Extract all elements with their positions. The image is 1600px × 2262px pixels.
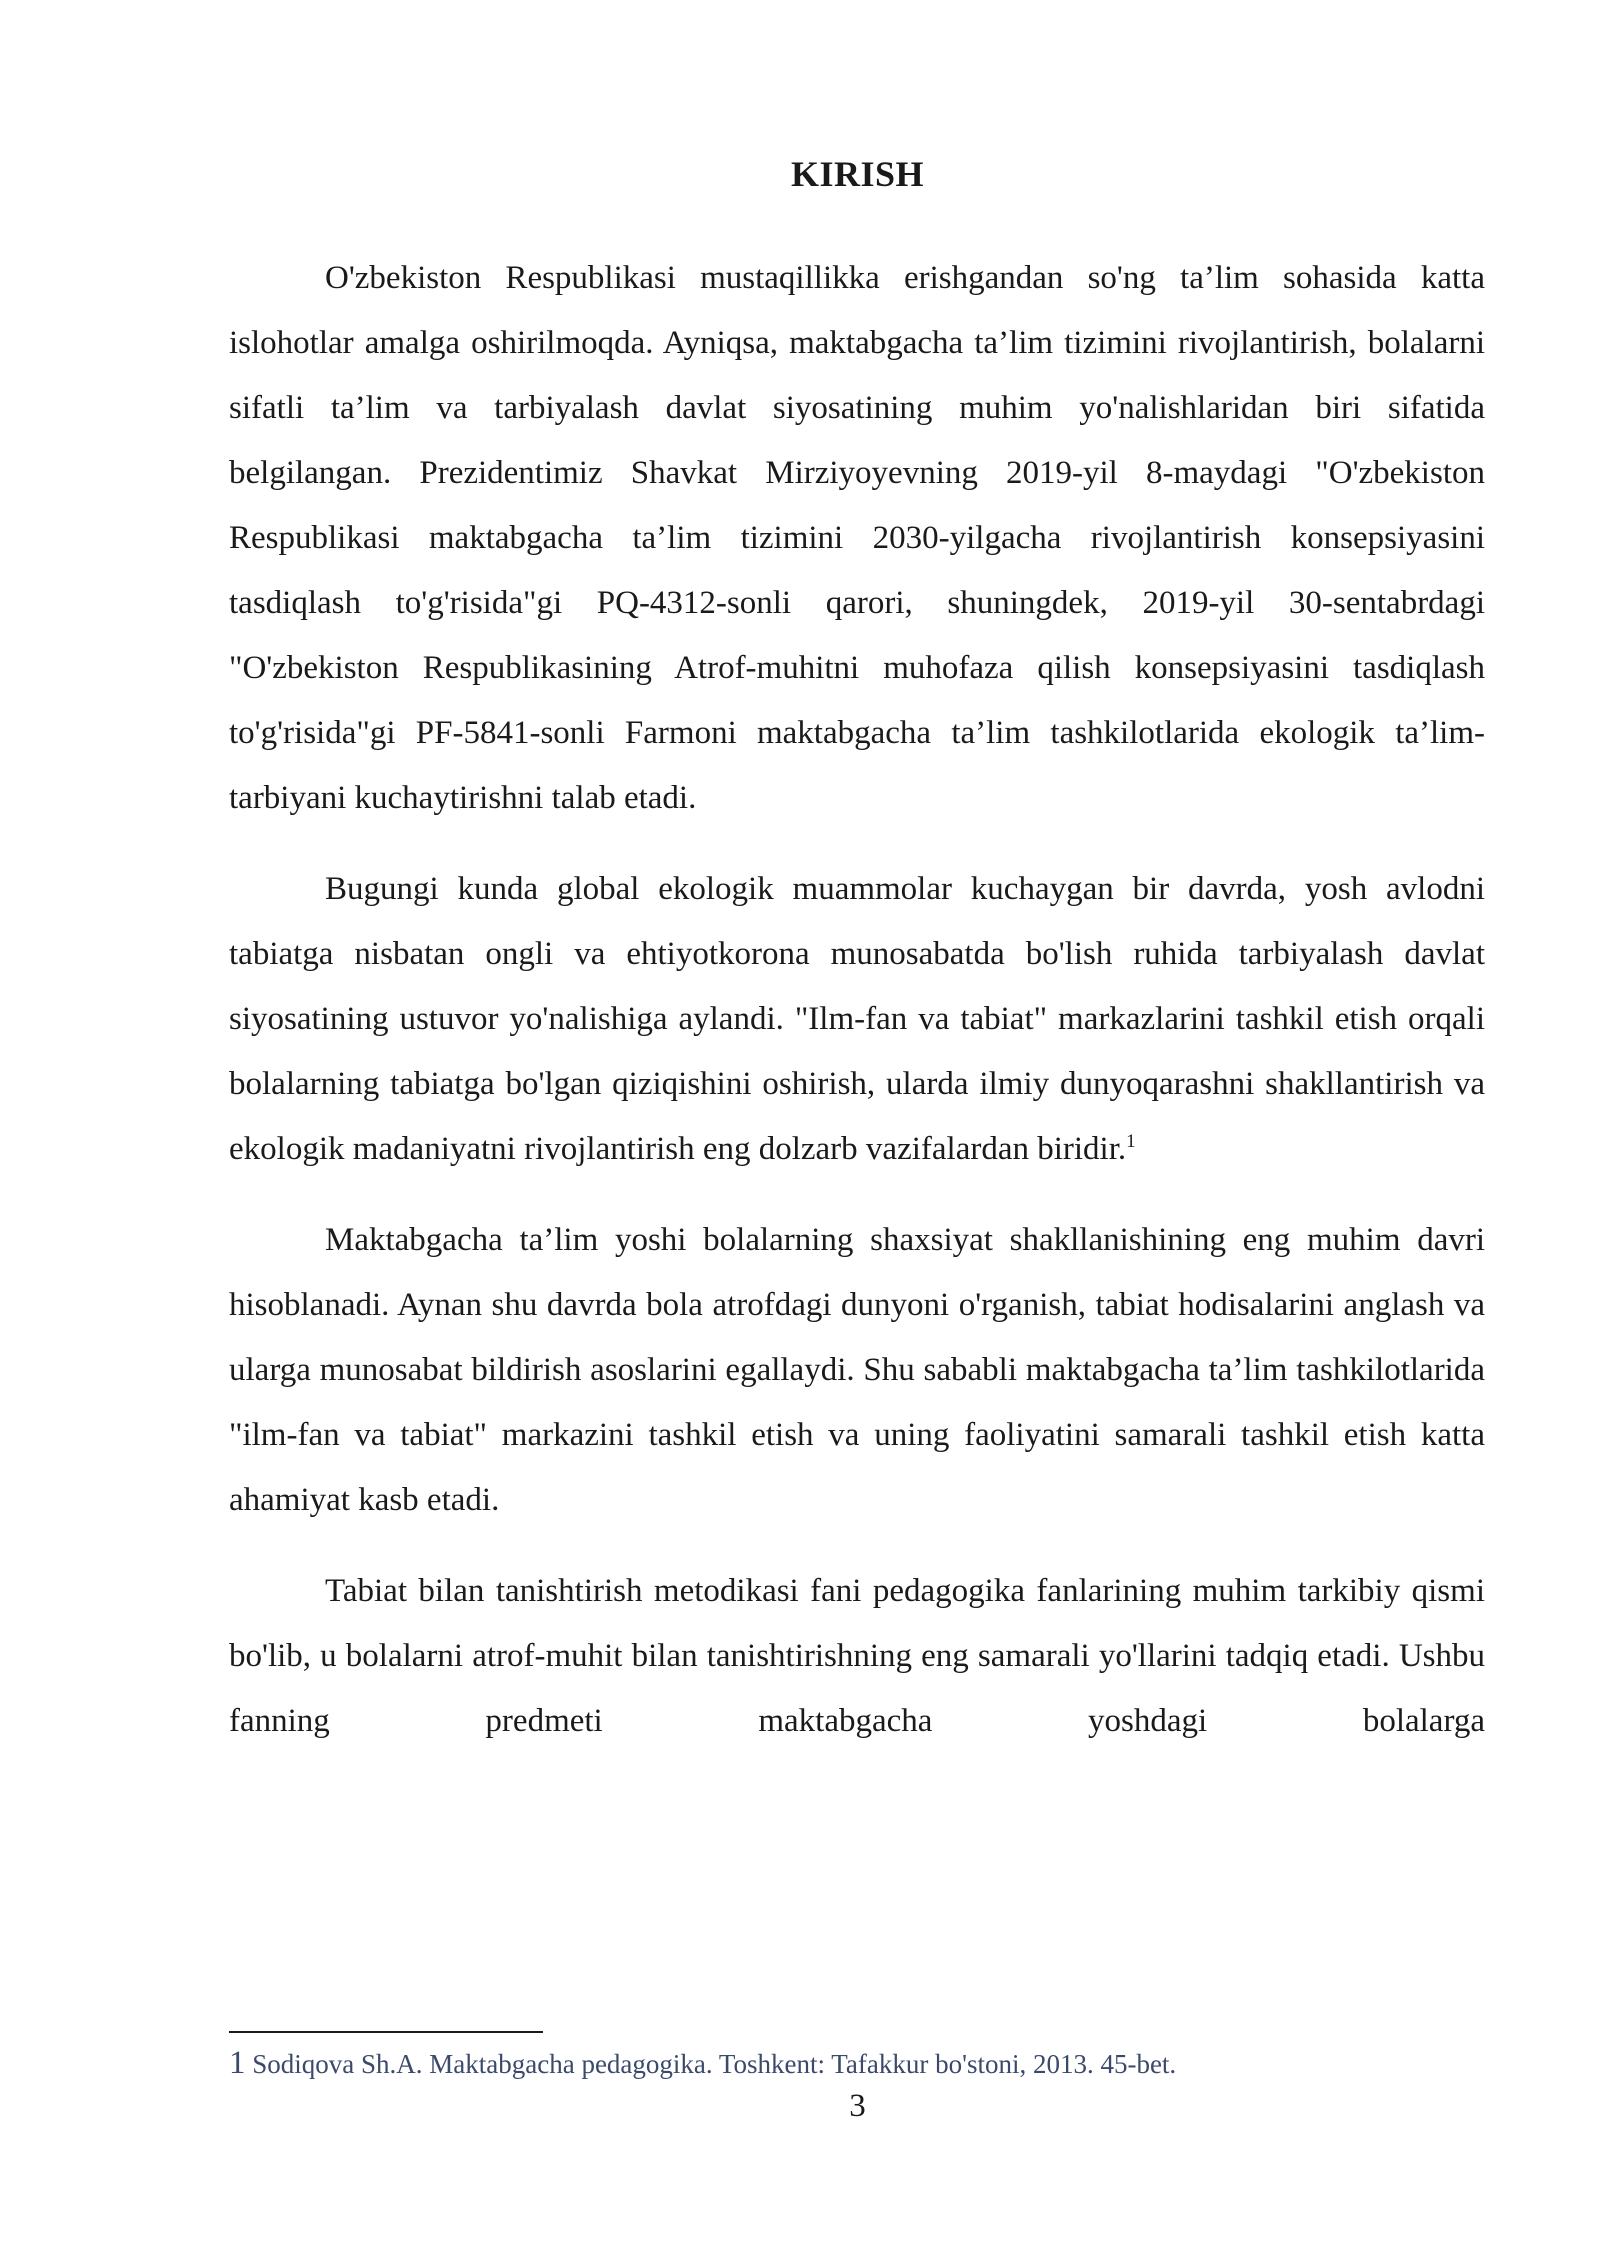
body-text bbox=[229, 246, 1485, 1780]
footnote-separator bbox=[229, 2031, 543, 2033]
paragraph-4 bbox=[229, 1559, 1485, 1754]
footnote bbox=[229, 2043, 1485, 2084]
paragraph-2 bbox=[229, 857, 1485, 1182]
page-title: KIRISH bbox=[790, 154, 925, 194]
paragraph-4-text: Tabiat bilan tanishtirish metodikasi fani pedagogika fanlarining muhim tarkibiy qismi bo'lib, u bolalarni atrof-muhit bilan tanishtirishning eng samarali yo'llarini tadqiq etadi. Ushbu fanning predmeti maktabgacha yoshdagi bolalarga bbox=[229, 1573, 1485, 1739]
paragraph-1 bbox=[229, 246, 1485, 831]
footnote-number: 1 bbox=[229, 2045, 246, 2081]
footnote-reference[interactable]: 1 bbox=[1126, 1131, 1136, 1152]
page-number: 3 bbox=[849, 2088, 866, 2124]
paragraph-3 bbox=[229, 1208, 1485, 1533]
paragraph-1-text: O'zbekiston Respublikasi mustaqillikka erishgandan so'ng ta’lim sohasida katta islohotlar amalga oshirilmoqda. Ayniqsa, maktabgacha ta’lim tizimini rivojlantirish, bolalarni sifatli ta’lim va tarbiyalash davlat siyosatining muhim yo'nalishlaridan biri sifatida belgilangan. Prezidentimiz Shavkat Mirziyoyevning 2019-yil 8-maydagi "O'zbekiston Respublikasi maktabgacha ta’lim tizimini 2030-yilgacha rivojlantirish konsepsiyasini tasdiqlash to'g'risida"gi PQ-4312-sonli qarori, shuningdek, 2019-yil 30-sentabrdagi "O'zbekiston Respublikasining Atrof-muhitni muhofaza qilish konsepsiyasini tasdiqlash to'g'risida"gi PF-5841-sonli Farmoni maktabgacha ta’lim tashkilotlarida ekologik ta’lim-tarbiyani kuchaytirishni talab etadi. bbox=[229, 260, 1485, 816]
paragraph-3-text: Maktabgacha ta’lim yoshi bolalarning shaxsiyat shakllanishining eng muhim davri hisoblanadi. Aynan shu davrda bola atrofdagi dunyoni o'rganish, tabiat hodisalarini anglash va ularga munosabat bildirish asoslarini egallaydi. Shu sababli maktabgacha ta’lim tashkilotlarida "ilm-fan va tabiat" markazini tashkil etish va uning faoliyatini samarali tashkil etish katta ahamiyat kasb etadi. bbox=[229, 1222, 1485, 1518]
paragraph-2-text: Bugungi kunda global ekologik muammolar kuchaygan bir davrda, yosh avlodni tabiatga nisbatan ongli va ehtiyotkorona munosabatda bo'lish ruhida tarbiyalash davlat siyosatining ustuvor yo'nalishiga aylandi. "Ilm-fan va tabiat" markazlarini tashkil etish orqali bolalarning tabiatga bo'lgan qiziqishini oshirish, ularda ilmiy dunyoqarashni shakllantirish va ekologik madaniyatni rivojlantirish eng dolzarb vazifalardan biridir. bbox=[229, 871, 1485, 1167]
footnote-text: Sodiqova Sh.A. Maktabgacha pedagogika. Toshkent: Tafakkur bo'stoni, 2013. 45-bet. bbox=[252, 2049, 1177, 2079]
